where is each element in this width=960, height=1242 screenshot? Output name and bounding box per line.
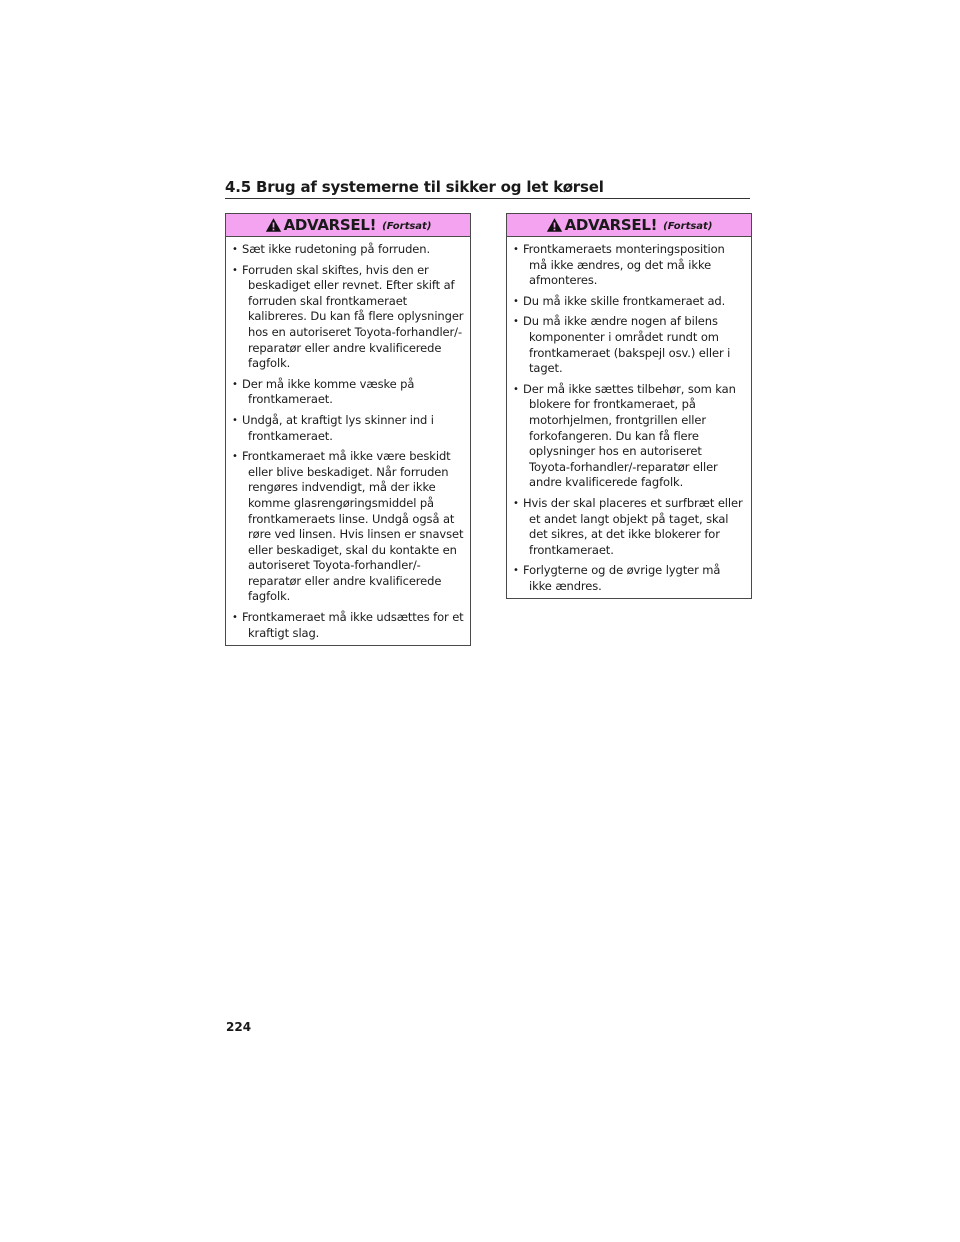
warning-list bbox=[226, 237, 470, 641]
list-item: • Frontkameraet må ikke være beskidt eller blive beskadiget. Når forruden rengøres indvendigt, må der ikke komme glasrengøringsmiddel på frontkameraets linse. Undgå også at røre ved linsen. Hvis linsen er snavset eller beskadiget, skal du kontakte en autoriseret Toyota-forhandler/-reparatør eller andre kvalificerede fagfolk. bbox=[232, 449, 464, 605]
warning-list bbox=[507, 237, 751, 594]
section-title: 4.5 Brug af systemerne til sikker og let kørsel bbox=[225, 178, 604, 196]
warning-title: ADVARSEL! bbox=[564, 216, 658, 234]
warning-header bbox=[226, 214, 470, 237]
list-item: • Du må ikke skille frontkameraet ad. bbox=[513, 294, 745, 310]
warning-continued: (Fortsat) bbox=[382, 221, 432, 232]
list-item: • Frontkameraet må ikke udsættes for et kraftigt slag. bbox=[232, 610, 464, 641]
warning-continued: (Fortsat) bbox=[663, 221, 713, 232]
section-divider bbox=[225, 198, 750, 199]
warning-triangle-icon bbox=[265, 217, 282, 233]
list-item: • Forruden skal skiftes, hvis den er beskadiget eller revnet. Efter skift af forruden skal frontkameraet kalibreres. Du kan få flere oplysninger hos en autoriseret Toyota-forhandler/-reparatør eller andre kvalificerede fagfolk. bbox=[232, 263, 464, 372]
list-item: • Forlygterne og de øvrige lygter må ikke ændres. bbox=[513, 563, 745, 594]
warning-header bbox=[507, 214, 751, 237]
list-item: • Frontkameraets monteringsposition må ikke ændres, og det må ikke afmonteres. bbox=[513, 242, 745, 289]
warning-triangle-icon bbox=[546, 217, 563, 233]
list-item: • Sæt ikke rudetoning på forruden. bbox=[232, 242, 464, 258]
warning-title: ADVARSEL! bbox=[283, 216, 377, 234]
warning-box-left bbox=[225, 213, 471, 646]
warning-box-right bbox=[506, 213, 752, 599]
list-item: • Der må ikke komme væske på frontkameraet. bbox=[232, 377, 464, 408]
list-item: • Hvis der skal placeres et surfbræt eller et andet langt objekt på taget, skal det sikres, at det ikke blokerer for frontkameraet. bbox=[513, 496, 745, 558]
list-item: • Undgå, at kraftigt lys skinner ind i frontkameraet. bbox=[232, 413, 464, 444]
page-number: 224 bbox=[226, 1020, 252, 1034]
list-item: • Du må ikke ændre nogen af bilens komponenter i området rundt om frontkameraet (bakspejl osv.) eller i taget. bbox=[513, 314, 745, 376]
list-item: • Der må ikke sættes tilbehør, som kan blokere for frontkameraet, på motorhjelmen, frontgrillen eller forkofangeren. Du kan få flere oplysninger hos en autoriseret Toyota-forhandler/-reparatør eller andre kvalificerede fagfolk. bbox=[513, 382, 745, 491]
